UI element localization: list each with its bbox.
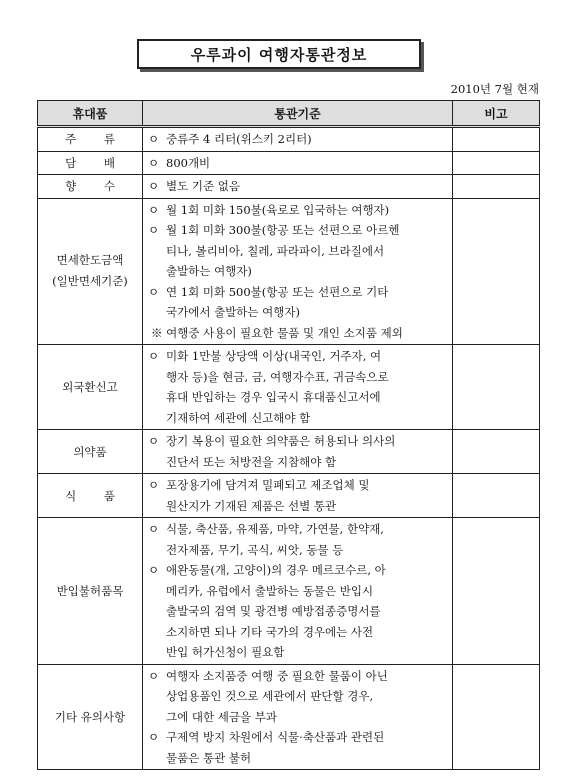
row-remark: [453, 474, 540, 518]
bullet-marker: ㅇ: [148, 132, 160, 146]
standard-text: 800개비: [166, 155, 211, 170]
bullet-marker: [148, 261, 166, 282]
row-category: 향 수: [38, 175, 143, 199]
row-standard: [143, 345, 453, 430]
standard-line: [148, 727, 447, 748]
standard-text: 반입 허가신청이 필요함: [166, 645, 285, 659]
header-standard: 통관기준: [143, 101, 453, 127]
row-category: 반입불허품목: [38, 518, 143, 665]
header-item: 휴대품: [38, 101, 143, 127]
bullet-marker: [148, 496, 166, 517]
standard-text: 행자 등)을 현금, 금, 여행자수표, 귀금속으로: [166, 369, 389, 384]
row-standard: [143, 518, 453, 665]
row-category: [38, 198, 143, 345]
bullet-marker: [148, 642, 166, 663]
bullet-marker: [148, 452, 166, 473]
table-row: [38, 518, 540, 665]
row-category: 외국환신고: [38, 345, 143, 430]
bullet-marker: [148, 707, 166, 728]
date-label: 2010년 7월 현재: [450, 82, 539, 96]
standard-text: 미화 1만불 상당액 이상(내국인, 거주자, 여: [166, 349, 382, 363]
standard-text: 출발하는 여행자): [166, 264, 252, 278]
row-standard: [143, 175, 453, 199]
bullet-marker: [148, 302, 166, 323]
page-title-text: 우루과이 여행자통관정보: [190, 45, 368, 64]
standard-text: 국가에서 출발하는 여행자): [166, 305, 300, 319]
standard-line: [148, 153, 447, 174]
bullet-marker: ㅇ: [148, 349, 160, 363]
row-remark: [453, 430, 540, 474]
standard-text: 중류주 4 리터(위스키 2리터): [166, 132, 312, 146]
row-standard: [143, 664, 453, 770]
standard-text: 상업용품인 것으로 세관에서 판단할 경우,: [166, 689, 374, 703]
standard-line: [148, 560, 447, 581]
row-remark: [453, 345, 540, 430]
standard-text: 원산지가 기재된 제품은 선별 통관: [166, 498, 337, 513]
row-standard: [143, 151, 453, 175]
bullet-marker: ㅇ: [148, 202, 160, 217]
header-row: [38, 101, 540, 127]
standard-line: [148, 452, 447, 473]
standard-line: [148, 540, 447, 561]
standard-line: [148, 707, 447, 728]
standard-line: [148, 261, 447, 282]
row-remark: [453, 198, 540, 345]
standard-text: 기재하여 세관에 신고해야 함: [166, 410, 311, 425]
row-standard: [143, 430, 453, 474]
row-category: 식 품: [38, 474, 143, 518]
standard-text: 연 1회 미화 500불(항공 또는 선편으로 기타: [166, 284, 389, 299]
bullet-marker: ㅇ: [148, 155, 160, 170]
standard-text: 장기 복용이 필요한 의약품은 허용되나 의사의: [166, 434, 396, 448]
standard-line: [148, 387, 447, 408]
standard-text: 애완동물(개, 고양이)의 경우 메르코수르, 아: [166, 563, 386, 577]
row-category-line: 면세한도금액: [56, 253, 124, 268]
table-row: [38, 345, 540, 430]
standard-line: [148, 346, 447, 367]
row-standard: [143, 198, 453, 345]
table-row: [38, 198, 540, 345]
bullet-marker: ㅇ: [148, 730, 160, 744]
customs-table: [37, 100, 540, 770]
standard-line: [148, 622, 447, 643]
row-category-line: (일반면세기준): [52, 274, 128, 289]
standard-text: 전자제품, 무기, 곡식, 씨앗, 동물 등: [166, 542, 344, 557]
standard-line: [148, 475, 447, 496]
standard-line: [148, 642, 447, 663]
standard-line: [148, 431, 447, 452]
standard-text: 여행자 소지품중 여행 중 필요한 물품이 아닌: [166, 668, 388, 683]
standard-line: [148, 519, 447, 540]
standard-line: [148, 302, 447, 323]
row-remark: [453, 151, 540, 175]
bullet-marker: [148, 581, 166, 602]
bullet-marker: ㅇ: [148, 179, 160, 193]
standard-text: 진단서 또는 처방전을 지참해야 함: [166, 454, 337, 469]
row-standard: [143, 127, 453, 152]
bullet-marker: ㅇ: [148, 478, 160, 492]
standard-line: [148, 200, 447, 221]
standard-line: [148, 176, 447, 197]
standard-note: ※ 여행중 사용이 필요한 물품 및 개인 소지품 제외: [151, 325, 403, 340]
standard-line: [148, 601, 447, 622]
standard-line: [148, 408, 447, 429]
bullet-marker: ㅇ: [148, 522, 160, 536]
standard-line: [148, 666, 447, 687]
bullet-marker: [148, 601, 166, 622]
standard-text: 월 1회 미화 300불(항공 또는 선편으로 아르헨: [166, 223, 400, 237]
bullet-marker: [148, 686, 166, 707]
row-remark: [453, 664, 540, 770]
standard-text: 구제역 방지 차원에서 식물·축산품과 관련된: [166, 730, 385, 744]
standard-line: [148, 282, 447, 303]
bullet-marker: [148, 622, 166, 643]
bullet-marker: ㅇ: [148, 223, 160, 237]
row-standard: [143, 474, 453, 518]
standard-line: [148, 367, 447, 388]
bullet-marker: ㅇ: [148, 668, 160, 683]
header-remark: 비고: [453, 101, 540, 127]
standard-text: 물품은 통관 불허: [166, 750, 252, 765]
bullet-marker: ㅇ: [148, 284, 160, 299]
page-title: [137, 39, 421, 69]
bullet-marker: [148, 408, 166, 429]
bullet-marker: [148, 748, 166, 769]
row-category: 주 류: [38, 127, 143, 152]
standard-text: 그에 대한 세금을 부과: [166, 709, 277, 724]
bullet-marker: [148, 241, 166, 262]
standard-line: [148, 129, 447, 150]
table-row: [38, 664, 540, 770]
table-row: [38, 127, 540, 152]
row-remark: [453, 127, 540, 152]
standard-text: 메리카, 유럽에서 출발하는 동물은 반입시: [166, 583, 374, 598]
standard-line: [148, 686, 447, 707]
standard-line: [148, 220, 447, 241]
standard-text: 별도 기준 없음: [166, 179, 240, 193]
table-row: [38, 175, 540, 199]
table-row: [38, 474, 540, 518]
bullet-marker: [148, 540, 166, 561]
table-row: [38, 430, 540, 474]
standard-line: [148, 496, 447, 517]
standard-text: 식물, 축산품, 유제품, 마약, 가연물, 한약재,: [166, 522, 384, 536]
row-category: 기타 유의사항: [38, 664, 143, 770]
standard-text: 휴대 반입하는 경우 입국시 휴대품신고서에: [166, 390, 381, 404]
standard-line: [148, 241, 447, 262]
standard-text: 출발국의 검역 및 광견병 예방접종증명서를: [166, 604, 381, 618]
row-remark: [453, 518, 540, 665]
standard-line: [148, 748, 447, 769]
standard-text: 티나, 볼리비아, 칠레, 파라파이, 브라질에서: [166, 243, 385, 258]
bullet-marker: ㅇ: [148, 434, 160, 448]
standard-text: 소지하면 되나 기타 국가의 경우에는 사전: [166, 624, 374, 639]
table-row: [38, 151, 540, 175]
standard-text: 포장용기에 담겨져 밀폐되고 제조업체 및: [166, 478, 370, 492]
bullet-marker: [148, 387, 166, 408]
standard-text: 월 1회 미화 150불(육로로 입국하는 여행자): [166, 202, 390, 217]
row-category: 의약품: [38, 430, 143, 474]
bullet-marker: ㅇ: [148, 563, 160, 577]
row-remark: [453, 175, 540, 199]
bullet-marker: [148, 367, 166, 388]
row-category: 담 배: [38, 151, 143, 175]
standard-line: [148, 581, 447, 602]
